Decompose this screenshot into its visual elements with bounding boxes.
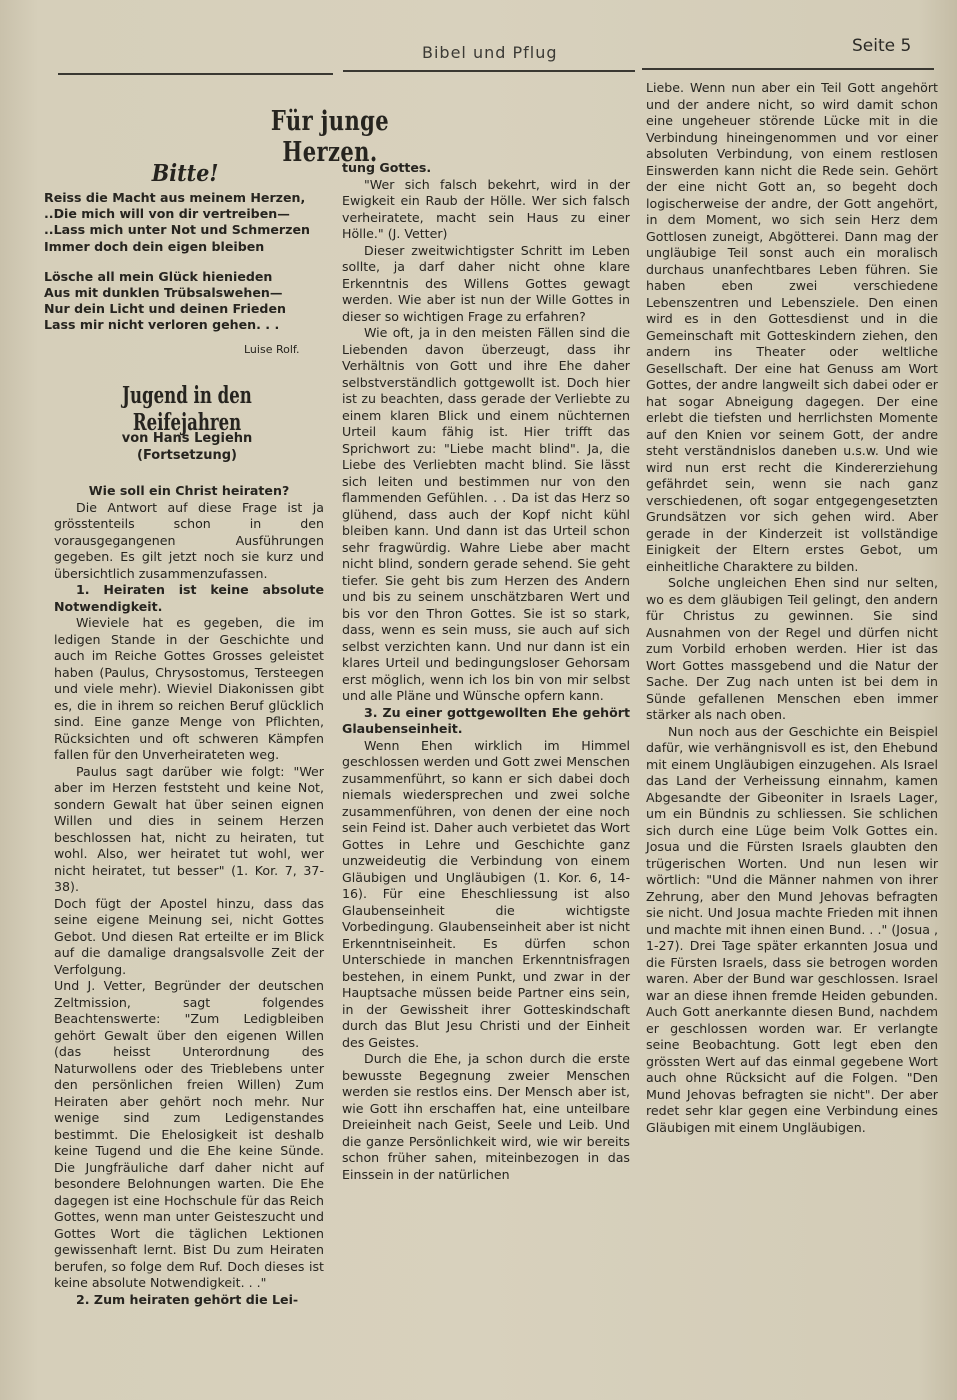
paragraph: Solche ungleichen Ehen sind nur selten, wo es dem gläubigen Teil gelingt, den andern für Christus zu gewinnen. Sie sind Ausnahmen von der Regel und dürfen nicht zum Vorbild erhoben werden. Hier ist das Wort Gottes massgebend und die Natur der Sache. Der Zug nach unten ist bei dem in Sünde gefallenen Menschen eben immer stärker als nach oben. bbox=[646, 575, 938, 722]
paragraph: Paulus sagt darüber wie folgt: "Wer aber im Herzen feststeht und keine Not, sondern Gewalt hat über seinen eignen Willen und dies in seinem Herzen beschlossen hat, nicht zu heiraten, tut wohl. Also, wer heiratet tut wohl, wer nicht heiratet, tut besser" (1. Kor. 7, 37-38). bbox=[54, 763, 324, 894]
header-rule-middle bbox=[343, 70, 635, 72]
article-column-2 bbox=[342, 160, 630, 1183]
poem-line: Lösche all mein Glück hienieden bbox=[44, 268, 273, 284]
header-rule-left bbox=[58, 73, 333, 75]
article-column-1 bbox=[54, 483, 324, 1308]
section-heading: Für junge Herzen. bbox=[270, 106, 390, 168]
article-column-3 bbox=[646, 80, 938, 1136]
running-title: Bibel und Pflug bbox=[422, 43, 558, 62]
paragraph: Dieser zweitwichtigster Schritt im Leben sollte, ja darf daher nicht ohne klare Erkenntnis des Willens Gottes gewagt werden. Wie aber ist nun der Wille Gottes in dieser so wichtigen Frage zu erfahren? bbox=[342, 242, 630, 324]
paragraph: Nun noch aus der Geschichte ein Beispiel dafür, wie verhängnisvoll es ist, den Ehebund mit einem Ungläubigen einzugehen. Als Israel das Land der Verheissung einnahm, kamen Abgesandte der Gibeoniter in Israels Lager, um ein Bündnis zu schliessen. Sie schlichen sich durch eine Lüge beim Volk Gottes ein. Josua und die Fürsten Israels glaubten den trügerischen Worten. Und nun lesen wir wörtlich: "Und die Männer nahmen von ihrer Zehrung, aber den Mund Jehovas befragten sie nicht. Und Josua machte Frieden mit ihnen und machte mit ihnen einen Bund. . ." (Josua , 1-27). Drei Tage später erkannten Josua und die Fürsten Israels, dass sie betrogen worden waren. Aber der Bund war geschlossen. Israel war an diese ihnen fremde Heiden gebunden. Auch Gott anerkannte diesen Bund, nachdem er geschlossen worden war. Er verlangte seine Beobachtung. Gott legt eben den grössten Wert auf das einmal gegebene Wort auch ohne Rücksicht auf die Folgen. "Den Mund Jehovas befragten sie nicht". Der aber redet sehr klar gegen eine Verbindung eines Gläubigen mit einem Ungläubigen. bbox=[646, 723, 938, 1135]
continued-note: (Fortsetzung) bbox=[137, 448, 237, 463]
paragraph: Wenn Ehen wirklich im Himmel geschlossen werden und Gott zwei Menschen zusammenführt, so kann er sich dabei doch niemals wiedersprechen und zwei solche zusammenführen, von denen der eine noch sein Feind ist. Daher auch verbietet das Wort Gottes in Lehre und Geschichte ganz unzweideutig die Verbindung von einem Gläubigen und Ungläubigen (1. Kor. 6, 14-16). Für eine Eheschliessung ist also Glaubenseinheit die wichtigste Vorbedingung. Glaubenseinheit aber ist nicht Erkenntniseinheit. Es dürfen schon Unterschiede in manchen Erkenntnisfragen bestehen, in einem Punkt, und zwar in der Hauptsache müssen beide Partner eins sein, in der Gewissheit ihrer Gotteskindschaft durch das Blut Jesu Christi und der Einheit des Geistes. bbox=[342, 737, 630, 1050]
paragraph: Und J. Vetter, Begründer der deutschen Zeltmission, sagt folgendes Beachtenswerte: "Zum Ledigbleiben gehört Gewalt über den eigenen Willen (das heisst Unterordnung des Naturwollens oder des Trieblebens unter den persönlichen freien Willen) Zum Heiraten aber gehört noch mehr. Nur wenige sind zum Ledigenstandes bestimmt. Die Ehelosigkeit ist deshalb keine Tugend und die Ehe keine Sünde. Die Jungfräuliche darf daher nicht auf besondere Belohnungen warten. Die Ehe dagegen ist eine Hochschule für das Reich Gottes, wenn man unter Geisteszucht und Gottes Wort die täglichen Lektionen gewissenhaft lernt. Bist Du zum Heiraten berufen, so folge dem Ruf. Doch dieses ist keine absolute Notwendigkeit. . ." bbox=[54, 978, 324, 1290]
paragraph: 2. Zum heiraten gehört die Lei- bbox=[76, 1291, 299, 1307]
paragraph: Wie soll ein Christ heiraten? bbox=[88, 483, 290, 498]
poem bbox=[44, 190, 334, 348]
poem-line: Lass mir nicht verloren gehen. . . bbox=[44, 317, 280, 333]
paragraph: Wieviele hat es gegeben, die im ledigen Stande in der Geschichte und auch im Reiche Gottes Grosses geleistet haben (Paulus, Chrysostomus, Tersteegen und viele mehr). Wieviel Diakonissen gibt es, die in ihrem so reichen Beruf glücklich sind. Eine ganze Menge von Pflichten, Rücksichten und oft schweren Kämpfen fallen für den Unverheirateten weg. bbox=[54, 615, 324, 762]
article-title: Jugend in den Reifejahren bbox=[122, 382, 252, 436]
paragraph: Liebe. Wenn nun aber ein Teil Gott angehört und der andere nicht, so wird damit schon eine ungeheuer störende Lücke mit in die Verbindung hineingenommen und vor einer absoluten Verbindung, von einem restlosen Einswerden kann nicht die Rede sein. Gehört der eine nicht Gott an, so begeht doch logischerweise der andre, der Gott angehört, in dem Moment, wo sich sein Herz dem Gottlosen zuneigt, Abgötterei. Dann mag der ungläubige Teil sonst auch ein moralisch durchaus unanfechtbares Leben führen. Sie haben eben zwei verschiedene Lebenszentren und Lebensziele. Den einen wird es in den Gottesdienst und in die Gemeinschaft mit Gotteskindern ziehen, den andern ins Theater oder weltliche Gesellschaft. Der eine hat Genuss am Wort Gottes, der andre langweilt sich dabei oder er hat sogar Abneigung dagegen. Der eine erlebt die tiefsten und herrlichsten Momente auf den Knien vor seinem Gott, der andre steht verständnislos daneben u.s.w. Und wie wird nun erst recht die Kindererziehung gefährdet sein, wenn sie nach ganz verschiedenen, oft sogar entgegengesetzten Grundsätzen vor sich gehen wird. Aber gerade in der Kinderzeit ist vollständige Einigkeit der Eltern erstes Gebot, um einheitliche Charaktere zu bilden. bbox=[646, 80, 938, 574]
paragraph: 1. Heiraten ist keine absolute Notwendigkeit. bbox=[54, 582, 324, 614]
paragraph: 3. Zu einer gottgewollten Ehe gehört Glaubenseinheit. bbox=[342, 704, 630, 736]
poem-line: ..Die mich will von dir vertreiben— bbox=[44, 206, 290, 222]
paragraph: Doch fügt der Apostel hinzu, dass das seine eigene Meinung sei, nicht Gottes Gebot. Und diesen Rat erteilte er im Blick auf die damalige drangsalsvolle Zeit der Verfolgung. bbox=[54, 895, 324, 977]
paragraph: Wie oft, ja in den meisten Fällen sind die Liebenden davon überzeugt, dass ihr Verhältnis von Gott und ihre Ehe daher selbstverständlich gottgewollt ist. Doch hier ist zu beachten, dass gerade der Verliebte zu einem klaren Blick und einem nüchternen Urteil kaum fähig ist. Hier trifft das Sprichwort zu: "Liebe macht blind". Ja, die Liebe des Verliebten macht blind. Sie lässt sich leiten und bestimmen nur von den flammenden Gefühlen. . . Da ist das Herz so glühend, dass auch der Kopf nicht kühl bleiben kann. Und dann ist das Urteil schon sehr fragwürdig. Wahre Liebe aber macht nicht blind, sondern gerade sehend. Sie geht tiefer. Sie geht bis zum Herzen des Andern und bis zu seinem unschätzbaren Wert und bis vor den Thron Gottes. Sie ist so stark, dass, wenn es sein muss, sie auch auf sich selbst verzichten kann. Und nur dann ist ein klares Urteil und bedingungsloser Gehorsam erst möglich, wenn ich los bin von mir selbst und alle Pläne und Wünsche opfern kann. bbox=[342, 325, 630, 703]
page-number: Seite 5 bbox=[852, 36, 912, 56]
poem-author: Luise Rolf. bbox=[244, 343, 300, 356]
author-line: von Hans Legiehn bbox=[121, 431, 253, 446]
poem-stanza-2 bbox=[44, 269, 334, 334]
paragraph: Durch die Ehe, ja schon durch die erste bewusste Begegnung zweier Menschen werden sie restlos eins. Der Mensch aber ist, wie Gott ihn erschaffen hat, eine unteilbare Dreieinheit nach Geist, Seele und Leib. Und die ganze Persönlichkeit wird, wie wir bereits schon früher sahen, miteinbezogen in das Einssein in der natürlichen bbox=[342, 1051, 630, 1182]
poem-title: Bitte! bbox=[151, 160, 219, 187]
poem-line: Reiss die Macht aus meinem Herzen, bbox=[44, 190, 306, 205]
article-byline bbox=[42, 430, 332, 464]
paragraph: Die Antwort auf diese Frage ist ja grösstenteils schon in den vorausgegangenen Ausführungen gegeben. Es gilt jetzt noch sie kurz und übersichtlich zusammenzufassen. bbox=[54, 499, 324, 581]
poem-line: Immer doch dein eigen bleiben bbox=[44, 238, 265, 254]
paragraph: tung Gottes. bbox=[342, 160, 432, 175]
poem-line: Aus mit dunklen Trübsalswehen— bbox=[44, 285, 283, 301]
poem-line: Nur dein Licht und deinen Frieden bbox=[44, 301, 286, 317]
paragraph: "Wer sich falsch bekehrt, wird in der Ewigkeit ein Raub der Hölle. Wer sich falsch verheiratete, macht sein Haus zu einer Hölle." (J. Vetter) bbox=[342, 176, 630, 241]
header-rule-right bbox=[642, 68, 934, 70]
poem-line: ..Lass mich unter Not und Schmerzen bbox=[44, 222, 310, 238]
poem-stanza-1 bbox=[44, 190, 334, 255]
